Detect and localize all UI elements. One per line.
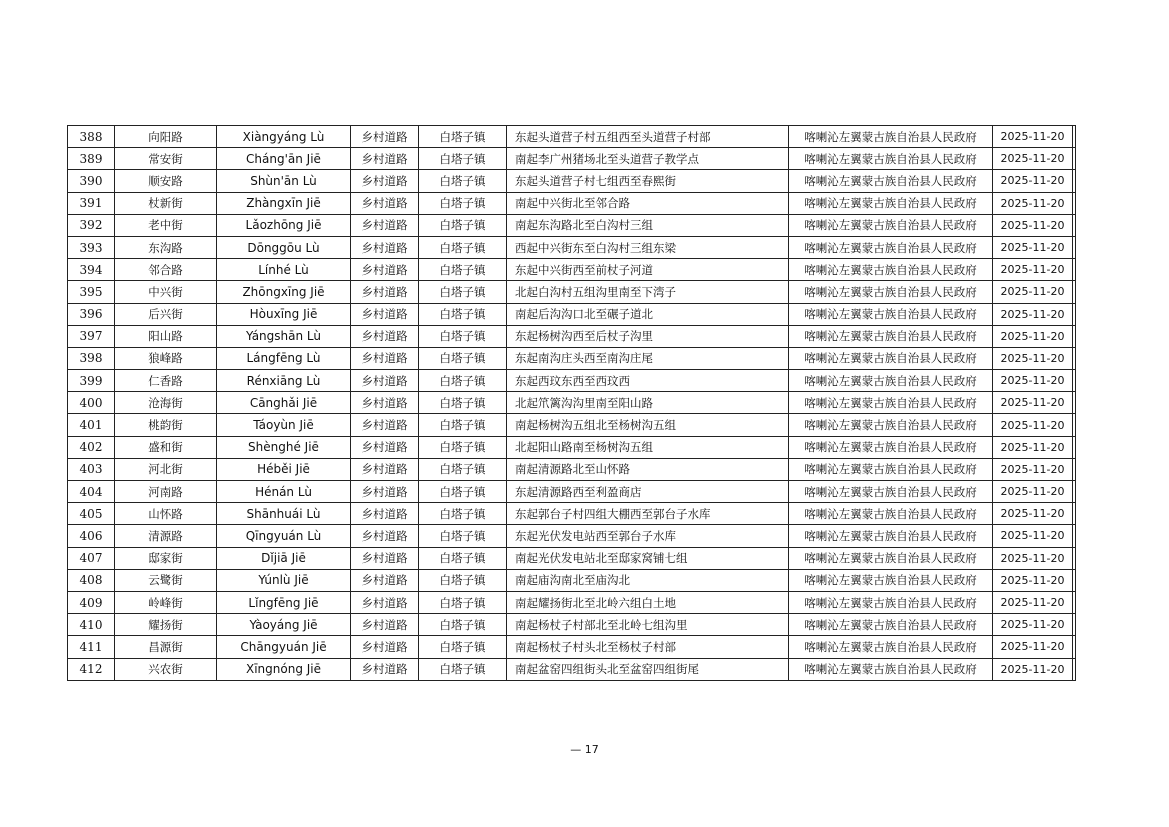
cell-type: 乡村道路	[351, 525, 419, 547]
cell-authority: 喀喇沁左翼蒙古族自治县人民政府	[789, 325, 993, 347]
cell-date: 2025-11-20	[993, 569, 1073, 591]
cell-name: 兴农街	[115, 658, 217, 680]
cell-pinyin: Táoyùn Jiē	[217, 414, 351, 436]
cell-pinyin: Xiàngyáng Lù	[217, 126, 351, 148]
cell-type: 乡村道路	[351, 148, 419, 170]
cell-no: 394	[68, 259, 115, 281]
cell-desc: 南起东沟路北至白沟村三组	[507, 214, 789, 236]
table-row	[68, 458, 1076, 480]
cell-town: 白塔子镇	[419, 591, 507, 613]
cell-town: 白塔子镇	[419, 481, 507, 503]
table-row	[68, 236, 1076, 258]
cell-pinyin: Dǐjiā Jiē	[217, 547, 351, 569]
cell-authority: 喀喇沁左翼蒙古族自治县人民政府	[789, 126, 993, 148]
table-row	[68, 547, 1076, 569]
cell-date: 2025-11-20	[993, 259, 1073, 281]
cell-authority: 喀喇沁左翼蒙古族自治县人民政府	[789, 259, 993, 281]
cell-no: 392	[68, 214, 115, 236]
cell-name: 向阳路	[115, 126, 217, 148]
table-row	[68, 303, 1076, 325]
page-number: — 17	[570, 743, 599, 756]
cell-desc: 东起头道营子村七组西至春熙街	[507, 170, 789, 192]
cell-pinyin: Lǐngfēng Jiē	[217, 591, 351, 613]
cell-no: 390	[68, 170, 115, 192]
cell-desc: 南起盆窑四组街头北至盆窑四组街尾	[507, 658, 789, 680]
cell-date: 2025-11-20	[993, 458, 1073, 480]
cell-type: 乡村道路	[351, 170, 419, 192]
cell-name: 桃韵街	[115, 414, 217, 436]
cell-date: 2025-11-20	[993, 214, 1073, 236]
cell-note	[1073, 303, 1076, 325]
table-row	[68, 192, 1076, 214]
cell-type: 乡村道路	[351, 281, 419, 303]
cell-type: 乡村道路	[351, 303, 419, 325]
cell-note	[1073, 259, 1076, 281]
cell-date: 2025-11-20	[993, 414, 1073, 436]
cell-desc: 南起清源路北至山怀路	[507, 458, 789, 480]
cell-name: 岭峰街	[115, 591, 217, 613]
cell-town: 白塔子镇	[419, 658, 507, 680]
cell-type: 乡村道路	[351, 414, 419, 436]
cell-pinyin: Yángshān Lù	[217, 325, 351, 347]
cell-no: 409	[68, 591, 115, 613]
cell-no: 388	[68, 126, 115, 148]
cell-note	[1073, 658, 1076, 680]
cell-name: 耀扬街	[115, 614, 217, 636]
cell-date: 2025-11-20	[993, 170, 1073, 192]
cell-name: 阳山路	[115, 325, 217, 347]
cell-authority: 喀喇沁左翼蒙古族自治县人民政府	[789, 525, 993, 547]
cell-pinyin: Rénxiāng Lù	[217, 370, 351, 392]
table-row	[68, 126, 1076, 148]
cell-authority: 喀喇沁左翼蒙古族自治县人民政府	[789, 303, 993, 325]
cell-date: 2025-11-20	[993, 658, 1073, 680]
cell-no: 399	[68, 370, 115, 392]
cell-pinyin: Héběi Jiē	[217, 458, 351, 480]
cell-town: 白塔子镇	[419, 148, 507, 170]
cell-no: 396	[68, 303, 115, 325]
cell-town: 白塔子镇	[419, 347, 507, 369]
cell-name: 仁香路	[115, 370, 217, 392]
cell-desc: 南起庙沟南北至庙沟北	[507, 569, 789, 591]
cell-type: 乡村道路	[351, 569, 419, 591]
cell-no: 404	[68, 481, 115, 503]
cell-type: 乡村道路	[351, 370, 419, 392]
cell-date: 2025-11-20	[993, 370, 1073, 392]
cell-desc: 南起杨杖子村部北至北岭七组沟里	[507, 614, 789, 636]
table-row	[68, 259, 1076, 281]
cell-type: 乡村道路	[351, 658, 419, 680]
cell-town: 白塔子镇	[419, 614, 507, 636]
cell-desc: 东起光伏发电站西至郭台子水库	[507, 525, 789, 547]
cell-name: 老中街	[115, 214, 217, 236]
cell-type: 乡村道路	[351, 547, 419, 569]
cell-no: 403	[68, 458, 115, 480]
cell-pinyin: Lángfēng Lù	[217, 347, 351, 369]
cell-desc: 东起清源路西至利盈商店	[507, 481, 789, 503]
table-row	[68, 503, 1076, 525]
table-row	[68, 614, 1076, 636]
cell-desc: 南起杨树沟五组北至杨树沟五组	[507, 414, 789, 436]
cell-date: 2025-11-20	[993, 192, 1073, 214]
cell-no: 410	[68, 614, 115, 636]
cell-note	[1073, 591, 1076, 613]
cell-name: 云鹭街	[115, 569, 217, 591]
cell-date: 2025-11-20	[993, 303, 1073, 325]
table-row	[68, 392, 1076, 414]
cell-date: 2025-11-20	[993, 614, 1073, 636]
cell-pinyin: Yàoyáng Jiē	[217, 614, 351, 636]
cell-desc: 南起中兴街北至邻合路	[507, 192, 789, 214]
cell-no: 398	[68, 347, 115, 369]
cell-no: 406	[68, 525, 115, 547]
cell-authority: 喀喇沁左翼蒙古族自治县人民政府	[789, 236, 993, 258]
cell-note	[1073, 281, 1076, 303]
cell-pinyin: Lǎozhōng Jiē	[217, 214, 351, 236]
cell-type: 乡村道路	[351, 214, 419, 236]
cell-no: 400	[68, 392, 115, 414]
cell-note	[1073, 503, 1076, 525]
cell-pinyin: Shènghé Jiē	[217, 436, 351, 458]
cell-type: 乡村道路	[351, 481, 419, 503]
table-row	[68, 347, 1076, 369]
cell-authority: 喀喇沁左翼蒙古族自治县人民政府	[789, 347, 993, 369]
cell-note	[1073, 192, 1076, 214]
cell-note	[1073, 458, 1076, 480]
cell-desc: 北起阳山路南至杨树沟五组	[507, 436, 789, 458]
cell-authority: 喀喇沁左翼蒙古族自治县人民政府	[789, 170, 993, 192]
cell-pinyin: Línhé Lù	[217, 259, 351, 281]
cell-town: 白塔子镇	[419, 236, 507, 258]
cell-authority: 喀喇沁左翼蒙古族自治县人民政府	[789, 547, 993, 569]
cell-date: 2025-11-20	[993, 392, 1073, 414]
cell-date: 2025-11-20	[993, 636, 1073, 658]
cell-town: 白塔子镇	[419, 325, 507, 347]
cell-date: 2025-11-20	[993, 525, 1073, 547]
cell-note	[1073, 148, 1076, 170]
cell-type: 乡村道路	[351, 503, 419, 525]
cell-desc: 南起耀扬街北至北岭六组白土地	[507, 591, 789, 613]
cell-date: 2025-11-20	[993, 148, 1073, 170]
table-row	[68, 436, 1076, 458]
cell-no: 412	[68, 658, 115, 680]
table-row	[68, 414, 1076, 436]
table-row	[68, 525, 1076, 547]
table-row	[68, 658, 1076, 680]
cell-town: 白塔子镇	[419, 392, 507, 414]
cell-town: 白塔子镇	[419, 214, 507, 236]
cell-desc: 北起笊篱沟沟里南至阳山路	[507, 392, 789, 414]
table-row	[68, 170, 1076, 192]
cell-type: 乡村道路	[351, 392, 419, 414]
cell-note	[1073, 547, 1076, 569]
table-row	[68, 591, 1076, 613]
cell-authority: 喀喇沁左翼蒙古族自治县人民政府	[789, 214, 993, 236]
cell-no: 391	[68, 192, 115, 214]
cell-name: 昌源街	[115, 636, 217, 658]
cell-pinyin: Cháng'ān Jiē	[217, 148, 351, 170]
cell-type: 乡村道路	[351, 436, 419, 458]
cell-authority: 喀喇沁左翼蒙古族自治县人民政府	[789, 591, 993, 613]
cell-desc: 北起白沟村五组沟里南至下湾子	[507, 281, 789, 303]
cell-note	[1073, 370, 1076, 392]
cell-date: 2025-11-20	[993, 481, 1073, 503]
cell-authority: 喀喇沁左翼蒙古族自治县人民政府	[789, 281, 993, 303]
cell-authority: 喀喇沁左翼蒙古族自治县人民政府	[789, 636, 993, 658]
cell-note	[1073, 414, 1076, 436]
table-row	[68, 214, 1076, 236]
cell-town: 白塔子镇	[419, 503, 507, 525]
cell-note	[1073, 525, 1076, 547]
cell-name: 顺安路	[115, 170, 217, 192]
cell-no: 411	[68, 636, 115, 658]
cell-pinyin: Shùn'ān Lù	[217, 170, 351, 192]
cell-no: 402	[68, 436, 115, 458]
cell-type: 乡村道路	[351, 259, 419, 281]
table-row	[68, 370, 1076, 392]
cell-name: 河南路	[115, 481, 217, 503]
cell-desc: 东起南沟庄头西至南沟庄尾	[507, 347, 789, 369]
cell-pinyin: Yúnlù Jiē	[217, 569, 351, 591]
cell-pinyin: Dōnggōu Lù	[217, 236, 351, 258]
cell-name: 狼峰路	[115, 347, 217, 369]
cell-authority: 喀喇沁左翼蒙古族自治县人民政府	[789, 148, 993, 170]
cell-desc: 西起中兴街东至白沟村三组东梁	[507, 236, 789, 258]
cell-authority: 喀喇沁左翼蒙古族自治县人民政府	[789, 614, 993, 636]
cell-date: 2025-11-20	[993, 436, 1073, 458]
cell-name: 杖新街	[115, 192, 217, 214]
cell-town: 白塔子镇	[419, 281, 507, 303]
cell-date: 2025-11-20	[993, 503, 1073, 525]
cell-town: 白塔子镇	[419, 192, 507, 214]
cell-no: 408	[68, 569, 115, 591]
cell-name: 中兴街	[115, 281, 217, 303]
cell-authority: 喀喇沁左翼蒙古族自治县人民政府	[789, 436, 993, 458]
cell-note	[1073, 481, 1076, 503]
cell-desc: 东起西玟东西至西玟西	[507, 370, 789, 392]
cell-note	[1073, 170, 1076, 192]
cell-note	[1073, 236, 1076, 258]
cell-note	[1073, 325, 1076, 347]
cell-town: 白塔子镇	[419, 259, 507, 281]
cell-pinyin: Xīngnóng Jiē	[217, 658, 351, 680]
cell-note	[1073, 636, 1076, 658]
cell-pinyin: Cānghǎi Jiē	[217, 392, 351, 414]
cell-desc: 东起杨树沟西至后杖子沟里	[507, 325, 789, 347]
cell-type: 乡村道路	[351, 192, 419, 214]
cell-note	[1073, 569, 1076, 591]
cell-pinyin: Shānhuái Lù	[217, 503, 351, 525]
cell-authority: 喀喇沁左翼蒙古族自治县人民政府	[789, 392, 993, 414]
cell-town: 白塔子镇	[419, 370, 507, 392]
cell-desc: 东起头道营子村五组西至头道营子村部	[507, 126, 789, 148]
cell-desc: 东起中兴街西至前杖子河道	[507, 259, 789, 281]
cell-name: 邸家街	[115, 547, 217, 569]
cell-no: 393	[68, 236, 115, 258]
cell-authority: 喀喇沁左翼蒙古族自治县人民政府	[789, 658, 993, 680]
cell-name: 河北街	[115, 458, 217, 480]
cell-note	[1073, 126, 1076, 148]
cell-date: 2025-11-20	[993, 591, 1073, 613]
cell-name: 邻合路	[115, 259, 217, 281]
cell-authority: 喀喇沁左翼蒙古族自治县人民政府	[789, 192, 993, 214]
cell-authority: 喀喇沁左翼蒙古族自治县人民政府	[789, 503, 993, 525]
cell-name: 东沟路	[115, 236, 217, 258]
cell-note	[1073, 614, 1076, 636]
cell-no: 389	[68, 148, 115, 170]
cell-authority: 喀喇沁左翼蒙古族自治县人民政府	[789, 458, 993, 480]
cell-town: 白塔子镇	[419, 636, 507, 658]
cell-pinyin: Hénán Lù	[217, 481, 351, 503]
cell-name: 沧海街	[115, 392, 217, 414]
table-row	[68, 148, 1076, 170]
cell-town: 白塔子镇	[419, 569, 507, 591]
table-row	[68, 636, 1076, 658]
cell-name: 盛和街	[115, 436, 217, 458]
cell-town: 白塔子镇	[419, 436, 507, 458]
cell-date: 2025-11-20	[993, 126, 1073, 148]
cell-town: 白塔子镇	[419, 547, 507, 569]
cell-no: 397	[68, 325, 115, 347]
cell-pinyin: Chāngyuán Jiē	[217, 636, 351, 658]
cell-date: 2025-11-20	[993, 236, 1073, 258]
cell-note	[1073, 214, 1076, 236]
cell-desc: 南起杨杖子村头北至杨杖子村部	[507, 636, 789, 658]
cell-authority: 喀喇沁左翼蒙古族自治县人民政府	[789, 569, 993, 591]
cell-town: 白塔子镇	[419, 458, 507, 480]
cell-town: 白塔子镇	[419, 303, 507, 325]
cell-type: 乡村道路	[351, 126, 419, 148]
cell-no: 407	[68, 547, 115, 569]
cell-date: 2025-11-20	[993, 325, 1073, 347]
cell-name: 后兴街	[115, 303, 217, 325]
cell-desc: 东起郭台子村四组大棚西至郭台子水库	[507, 503, 789, 525]
table-row	[68, 569, 1076, 591]
cell-type: 乡村道路	[351, 591, 419, 613]
cell-type: 乡村道路	[351, 636, 419, 658]
cell-authority: 喀喇沁左翼蒙古族自治县人民政府	[789, 481, 993, 503]
cell-no: 401	[68, 414, 115, 436]
road-name-table	[67, 125, 1076, 681]
cell-desc: 南起光伏发电站北至邸家窝铺七组	[507, 547, 789, 569]
cell-type: 乡村道路	[351, 614, 419, 636]
cell-type: 乡村道路	[351, 347, 419, 369]
table-row	[68, 481, 1076, 503]
cell-note	[1073, 347, 1076, 369]
cell-type: 乡村道路	[351, 458, 419, 480]
cell-date: 2025-11-20	[993, 547, 1073, 569]
cell-authority: 喀喇沁左翼蒙古族自治县人民政府	[789, 414, 993, 436]
cell-note	[1073, 392, 1076, 414]
cell-name: 常安街	[115, 148, 217, 170]
cell-desc: 南起李广州猪场北至头道营子教学点	[507, 148, 789, 170]
cell-desc: 南起后沟沟口北至碾子道北	[507, 303, 789, 325]
cell-town: 白塔子镇	[419, 126, 507, 148]
cell-pinyin: Zhàngxīn Jiē	[217, 192, 351, 214]
cell-authority: 喀喇沁左翼蒙古族自治县人民政府	[789, 370, 993, 392]
cell-pinyin: Qīngyuán Lù	[217, 525, 351, 547]
cell-town: 白塔子镇	[419, 170, 507, 192]
cell-town: 白塔子镇	[419, 414, 507, 436]
cell-note	[1073, 436, 1076, 458]
table-row	[68, 325, 1076, 347]
cell-pinyin: Hòuxīng Jiē	[217, 303, 351, 325]
cell-type: 乡村道路	[351, 236, 419, 258]
cell-name: 清源路	[115, 525, 217, 547]
table-body	[68, 126, 1076, 681]
cell-pinyin: Zhōngxīng Jiē	[217, 281, 351, 303]
cell-no: 395	[68, 281, 115, 303]
table-row	[68, 281, 1076, 303]
cell-no: 405	[68, 503, 115, 525]
cell-name: 山怀路	[115, 503, 217, 525]
cell-town: 白塔子镇	[419, 525, 507, 547]
cell-date: 2025-11-20	[993, 281, 1073, 303]
cell-type: 乡村道路	[351, 325, 419, 347]
cell-date: 2025-11-20	[993, 347, 1073, 369]
